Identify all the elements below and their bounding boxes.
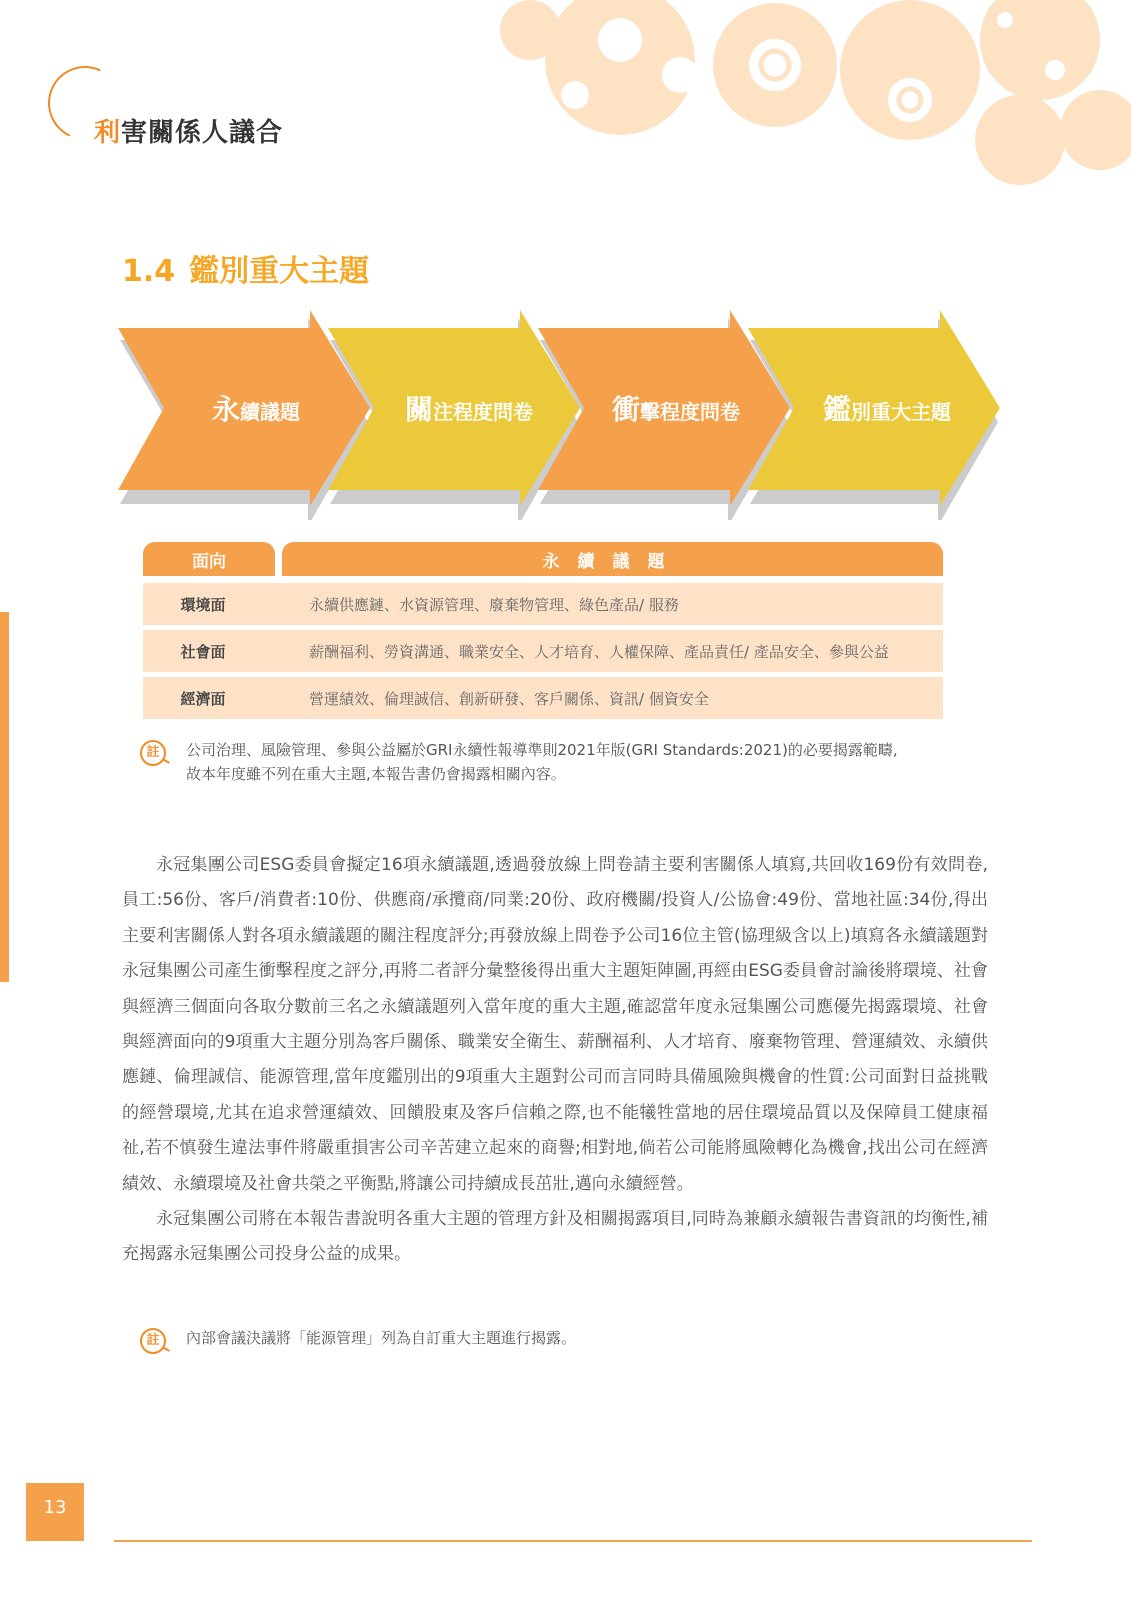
row-aspect: 經濟面 [180, 689, 226, 708]
section-number: 1.4 [122, 254, 176, 289]
table-row [143, 677, 943, 719]
flow-step-3-label: 衝擊程度問卷 [612, 393, 741, 426]
note-2-text: 內部會議決議將「能源管理」列為自訂重大主題進行揭露。 [186, 1329, 577, 1347]
page-number: 13 [26, 1483, 84, 1541]
table-row [143, 630, 943, 672]
flow-step-2-label: 關注程度問卷 [405, 393, 534, 426]
section-title [122, 246, 369, 290]
row-aspect: 社會面 [180, 642, 226, 661]
body-paragraph-2: 永冠集團公司將在本報告書說明各重大主題的管理方針及相關揭露項目,同時為兼顧永續報告書資訊的均衡性,補充揭露永冠集團公司投身公益的成果。 [122, 1209, 988, 1265]
row-topics: 薪酬福利、勞資溝通、職業安全、人才培育、人權保障、產品責任/ 產品安全、參與公益 [309, 642, 889, 661]
gears-decoration [500, 0, 1131, 200]
note-1-line-1: 公司治理、風險管理、參與公益屬於GRI永續性報導準則2021年版(GRI Standards:2021)的必要揭露範疇, [186, 741, 898, 759]
row-topics: 永續供應鏈、水資源管理、廢棄物管理、綠色產品/ 服務 [309, 595, 679, 614]
table-row [143, 583, 943, 625]
note-1-line-2: 故本年度雖不列在重大主題,本報告書仍會揭露相關內容。 [186, 765, 566, 783]
table-header-topics: 永續議題 [282, 542, 943, 576]
left-accent-bar [0, 612, 9, 982]
body-text [122, 848, 988, 1273]
flow-step-4-label: 鑑別重大主題 [823, 393, 952, 426]
page-header-title: 利害關係人議合 [94, 118, 284, 148]
note-badge: 註 [140, 740, 166, 766]
table-header-aspect: 面向 [143, 542, 275, 576]
note-badge: 註 [140, 1328, 166, 1354]
section-title-text: 鑑別重大主題 [189, 254, 370, 289]
note-1 [140, 738, 898, 786]
body-paragraph-1: 永冠集團公司ESG委員會擬定16項永續議題,透過發放線上問卷請主要利害關係人填寫,共回收169份有效問卷,員工:56份、客戶/消費者:10份、供應商/承攬商/同業:20份、政府機關/投資人/公協會:49份、當地社區:34份,得出主要利害關係人對各項永續議題的關注程度評分;再發放線上問卷予公司16位主管(協理級含以上)填寫各永續議題對永冠集團公司產生衝擊程度之評分,再將二者評分彙整後得出重大主題矩陣圖,再經由ESG委員會討論後將環境、社會與經濟三個面向各取分數前三名之永續議題列入當年度的重大主題,確認當年度永冠集團公司應優先揭露環境、社會與經濟面向的9項重大主題分別為客戶關係、職業安全衛生、薪酬福利、人才培育、廢棄物管理、營運績效、永續供應鏈、倫理誠信、能源管理,當年度鑑別出的9項重大主題對公司而言同時具備風險與機會的性質:公司面對日益挑戰的經營環境,尤其在追求營運績效、回饋股東及客戶信賴之際,也不能犧牲當地的居住環境品質以及保障員工健康福祉,若不慎發生違法事件將嚴重損害公司辛苦建立起來的商譽;相對地,倘若公司能將風險轉化為機會,找出公司在經濟績效、永續環境及社會共榮之平衡點,將讓公司持續成長茁壯,邁向永續經營。 [122, 855, 988, 1194]
row-topics: 營運績效、倫理誠信、創新研發、客戶關係、資訊/ 個資安全 [309, 689, 709, 708]
flow-step-1-label: 永續議題 [212, 393, 301, 426]
row-aspect: 環境面 [180, 595, 226, 614]
footer-rule [114, 1540, 1032, 1542]
note-2 [140, 1326, 576, 1350]
